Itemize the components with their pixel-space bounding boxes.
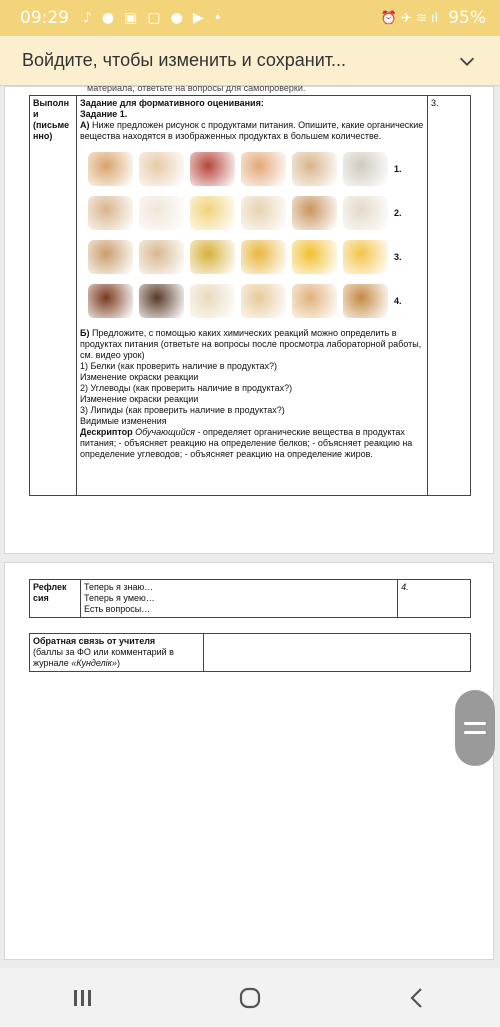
handle-line <box>464 722 486 725</box>
row-label: Выполн и (письме нно) <box>30 96 77 496</box>
row-label: Рефлек сия <box>30 580 81 618</box>
signal-icons: ⏰ ✈ ≋ ıl <box>380 10 439 26</box>
back-icon <box>407 986 427 1010</box>
food-image <box>139 284 184 318</box>
food-image <box>343 152 388 186</box>
food-image <box>241 152 286 186</box>
food-image <box>139 240 184 274</box>
descriptor: Дескриптор Обучающийся - определяет органические вещества в продуктах питания; - объясняет реакцию на определение белков; - объясняет реакцию на определение углеводов; - объясняет реакцию на определение жиров. <box>79 427 413 459</box>
feedback-value-cell <box>203 634 470 672</box>
table-row <box>30 96 471 496</box>
food-row-number: 4. <box>393 295 402 306</box>
food-image <box>88 196 133 230</box>
handle-line <box>464 731 486 734</box>
banner-title: Войдите, чтобы изменить и сохранит... <box>22 50 347 70</box>
food-image <box>88 284 133 318</box>
question-2: 2) Углеводы (как проверить наличие в продуктах?) <box>79 383 293 393</box>
reflection-line: Теперь я умею… <box>83 593 155 603</box>
food-image <box>190 284 235 318</box>
status-right <box>381 8 486 28</box>
food-image <box>292 240 337 274</box>
food-image <box>139 152 184 186</box>
food-images <box>88 152 424 318</box>
notification-icons: ♪●▣▢●▶• <box>83 10 232 26</box>
table-row <box>30 580 471 618</box>
food-row-number: 3. <box>393 251 402 262</box>
food-image <box>88 240 133 274</box>
food-image <box>139 196 184 230</box>
score-cell: 4. <box>398 580 471 618</box>
clock: 09:29 <box>20 8 69 28</box>
cut-line-text: материала, ответьте на вопросы для самопроверки. <box>87 83 306 93</box>
food-image <box>190 240 235 274</box>
food-image <box>292 284 337 318</box>
task-b: Б) Предложите, с помощью каких химических реакций можно определить в продуктах питания (ответьте на вопросы после просмотра лабораторной работы, см. видео урок) <box>79 328 422 360</box>
answer-1: Изменение окраски реакции <box>79 372 199 382</box>
food-image <box>190 152 235 186</box>
food-image <box>292 196 337 230</box>
question-3: 3) Липиды (как проверить наличие в продуктах?) <box>79 405 285 415</box>
table-row <box>30 634 471 672</box>
reflection-table <box>29 579 471 618</box>
food-row-number: 2. <box>393 207 402 218</box>
sign-in-banner[interactable] <box>0 36 500 86</box>
lesson-table <box>29 95 471 496</box>
document-page-2 <box>4 562 494 960</box>
reflection-line: Есть вопросы… <box>83 604 151 614</box>
food-row-number: 1. <box>393 163 402 174</box>
task-heading: Задание для формативного оценивания: <box>79 98 264 108</box>
task-number: Задание 1. <box>79 109 128 119</box>
reflection-line: Теперь я знаю… <box>83 582 154 592</box>
feedback-title: Обратная связь от учителя <box>33 636 156 646</box>
home-icon <box>238 986 262 1010</box>
food-image <box>88 152 133 186</box>
food-image <box>241 240 286 274</box>
task-cell <box>76 96 427 496</box>
food-image <box>190 196 235 230</box>
food-image <box>241 196 286 230</box>
home-button[interactable] <box>230 983 270 1013</box>
back-button[interactable] <box>397 983 437 1013</box>
feedback-table <box>29 633 471 672</box>
question-1: 1) Белки (как проверить наличие в продуктах?) <box>79 361 278 371</box>
recents-icon <box>72 988 94 1008</box>
battery-level: 95% <box>448 8 486 28</box>
feedback-sub: (баллы за ФО или комментарий в журнале «Кунделік») <box>33 647 174 668</box>
chevron-down-icon[interactable] <box>456 50 478 72</box>
answer-2: Изменение окраски реакции <box>79 394 199 404</box>
food-image <box>241 284 286 318</box>
answer-3: Видимые изменения <box>79 416 167 426</box>
food-image <box>292 152 337 186</box>
feedback-label-cell <box>30 634 204 672</box>
reflection-cell <box>80 580 397 618</box>
score-cell: 3. <box>427 96 470 496</box>
food-image <box>343 196 388 230</box>
food-image <box>343 284 388 318</box>
food-image <box>343 240 388 274</box>
task-a: А) Ниже предложен рисунок с продуктами питания. Опишите, какие органические вещества находятся в изображенных продуктах в большем количестве. <box>79 120 424 141</box>
android-nav-bar <box>0 968 500 1027</box>
status-bar <box>0 0 500 36</box>
menu-handle-button[interactable] <box>455 690 495 766</box>
document-page-1 <box>4 83 494 554</box>
recent-apps-button[interactable] <box>63 983 103 1013</box>
